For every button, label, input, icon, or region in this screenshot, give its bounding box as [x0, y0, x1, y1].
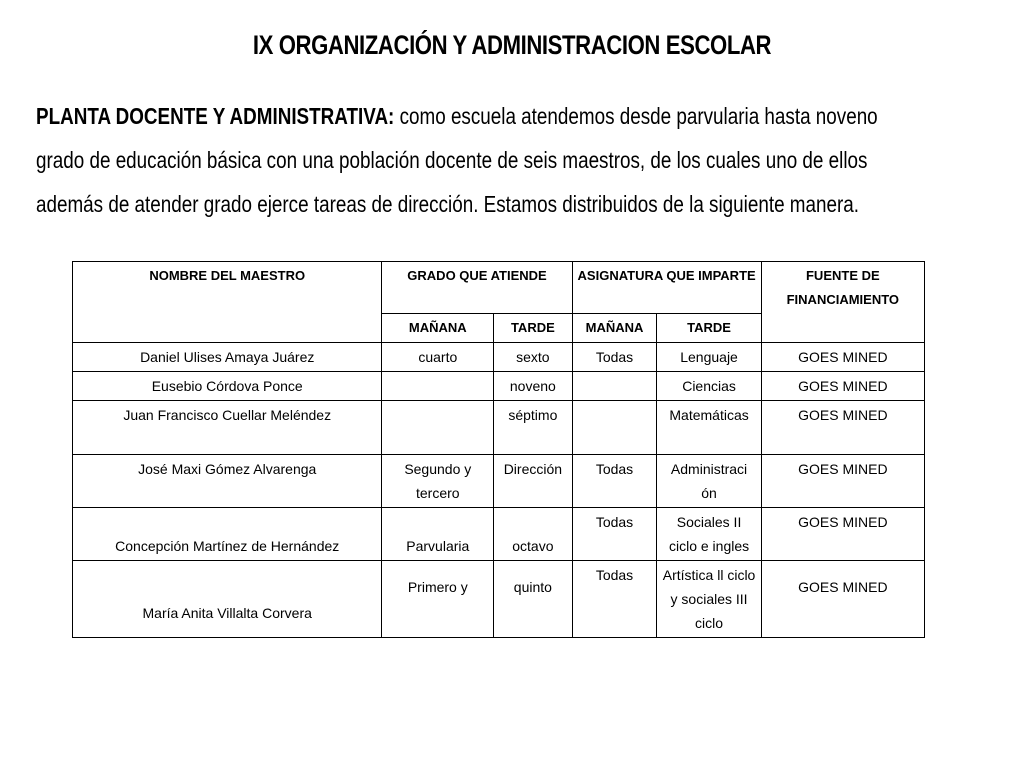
table-row	[73, 508, 925, 561]
cell-grado-manana: cuarto	[382, 343, 494, 372]
cell-grado-manana	[382, 401, 494, 455]
cell-nombre: Concepción Martínez de Hernández	[73, 508, 382, 561]
cell-grado-manana: Segundo y tercero	[382, 455, 494, 508]
cell-fuente: GOES MINED	[761, 508, 924, 561]
cell-fuente: GOES MINED	[761, 561, 924, 638]
cell-grado-tarde: Dirección	[494, 455, 572, 508]
cell-asig-manana: Todas	[572, 455, 657, 508]
cell-nombre: José Maxi Gómez Alvarenga	[73, 455, 382, 508]
cell-grado-manana: Primero y	[382, 561, 494, 638]
cell-asig-tarde: Matemáticas	[657, 401, 761, 455]
cell-asig-manana	[572, 372, 657, 401]
header-asig-manana: MAÑANA	[572, 314, 657, 343]
cell-asig-tarde: Sociales II ciclo e ingles	[657, 508, 761, 561]
intro-body: como escuela atendemos desde parvularia hasta noveno grado de educación básica con una población docente de seis maestros, de los cuales uno de ellos además de atender grado ejerce tareas de dirección. Estamos distribuidos de la siguiente manera.	[36, 103, 878, 217]
cell-nombre: Daniel Ulises Amaya Juárez	[73, 343, 382, 372]
cell-fuente: GOES MINED	[761, 372, 924, 401]
cell-asig-tarde: Administraci ón	[657, 455, 761, 508]
table-row	[73, 561, 925, 638]
table-row	[73, 455, 925, 508]
header-asignatura: ASIGNATURA QUE IMPARTE	[572, 262, 761, 314]
cell-nombre: Eusebio Córdova Ponce	[73, 372, 382, 401]
page-title: IX ORGANIZACIÓN Y ADMINISTRACION ESCOLAR	[252, 30, 772, 60]
header-grado-manana: MAÑANA	[382, 314, 494, 343]
cell-nombre: María Anita Villalta Corvera	[73, 561, 382, 638]
cell-fuente: GOES MINED	[761, 455, 924, 508]
cell-asig-tarde: Artística ll ciclo y sociales III ciclo	[657, 561, 761, 638]
cell-asig-manana: Todas	[572, 561, 657, 638]
header-fuente: FUENTE DE FINANCIAMIENTO	[761, 262, 924, 343]
cell-grado-tarde: sexto	[494, 343, 572, 372]
cell-grado-tarde: octavo	[494, 508, 572, 561]
cell-fuente: GOES MINED	[761, 401, 924, 455]
cell-grado-tarde: quinto	[494, 561, 572, 638]
cell-asig-tarde: Ciencias	[657, 372, 761, 401]
cell-grado-tarde: noveno	[494, 372, 572, 401]
cell-asig-manana: Todas	[572, 508, 657, 561]
header-asig-tarde: TARDE	[657, 314, 761, 343]
cell-grado-manana	[382, 372, 494, 401]
header-grado-tarde: TARDE	[494, 314, 572, 343]
cell-grado-manana: Parvularia	[382, 508, 494, 561]
staff-table	[72, 261, 925, 638]
cell-asig-manana: Todas	[572, 343, 657, 372]
cell-asig-tarde: Lenguaje	[657, 343, 761, 372]
table-row	[73, 401, 925, 455]
cell-fuente: GOES MINED	[761, 343, 924, 372]
header-grado: GRADO QUE ATIENDE	[382, 262, 572, 314]
intro-lead: PLANTA DOCENTE Y ADMINISTRATIVA:	[36, 103, 395, 129]
cell-asig-manana	[572, 401, 657, 455]
intro-paragraph	[36, 94, 922, 226]
table-row	[73, 372, 925, 401]
header-nombre: NOMBRE DEL MAESTRO	[73, 262, 382, 343]
cell-nombre: Juan Francisco Cuellar Meléndez	[73, 401, 382, 455]
cell-grado-tarde: séptimo	[494, 401, 572, 455]
table-row	[73, 343, 925, 372]
